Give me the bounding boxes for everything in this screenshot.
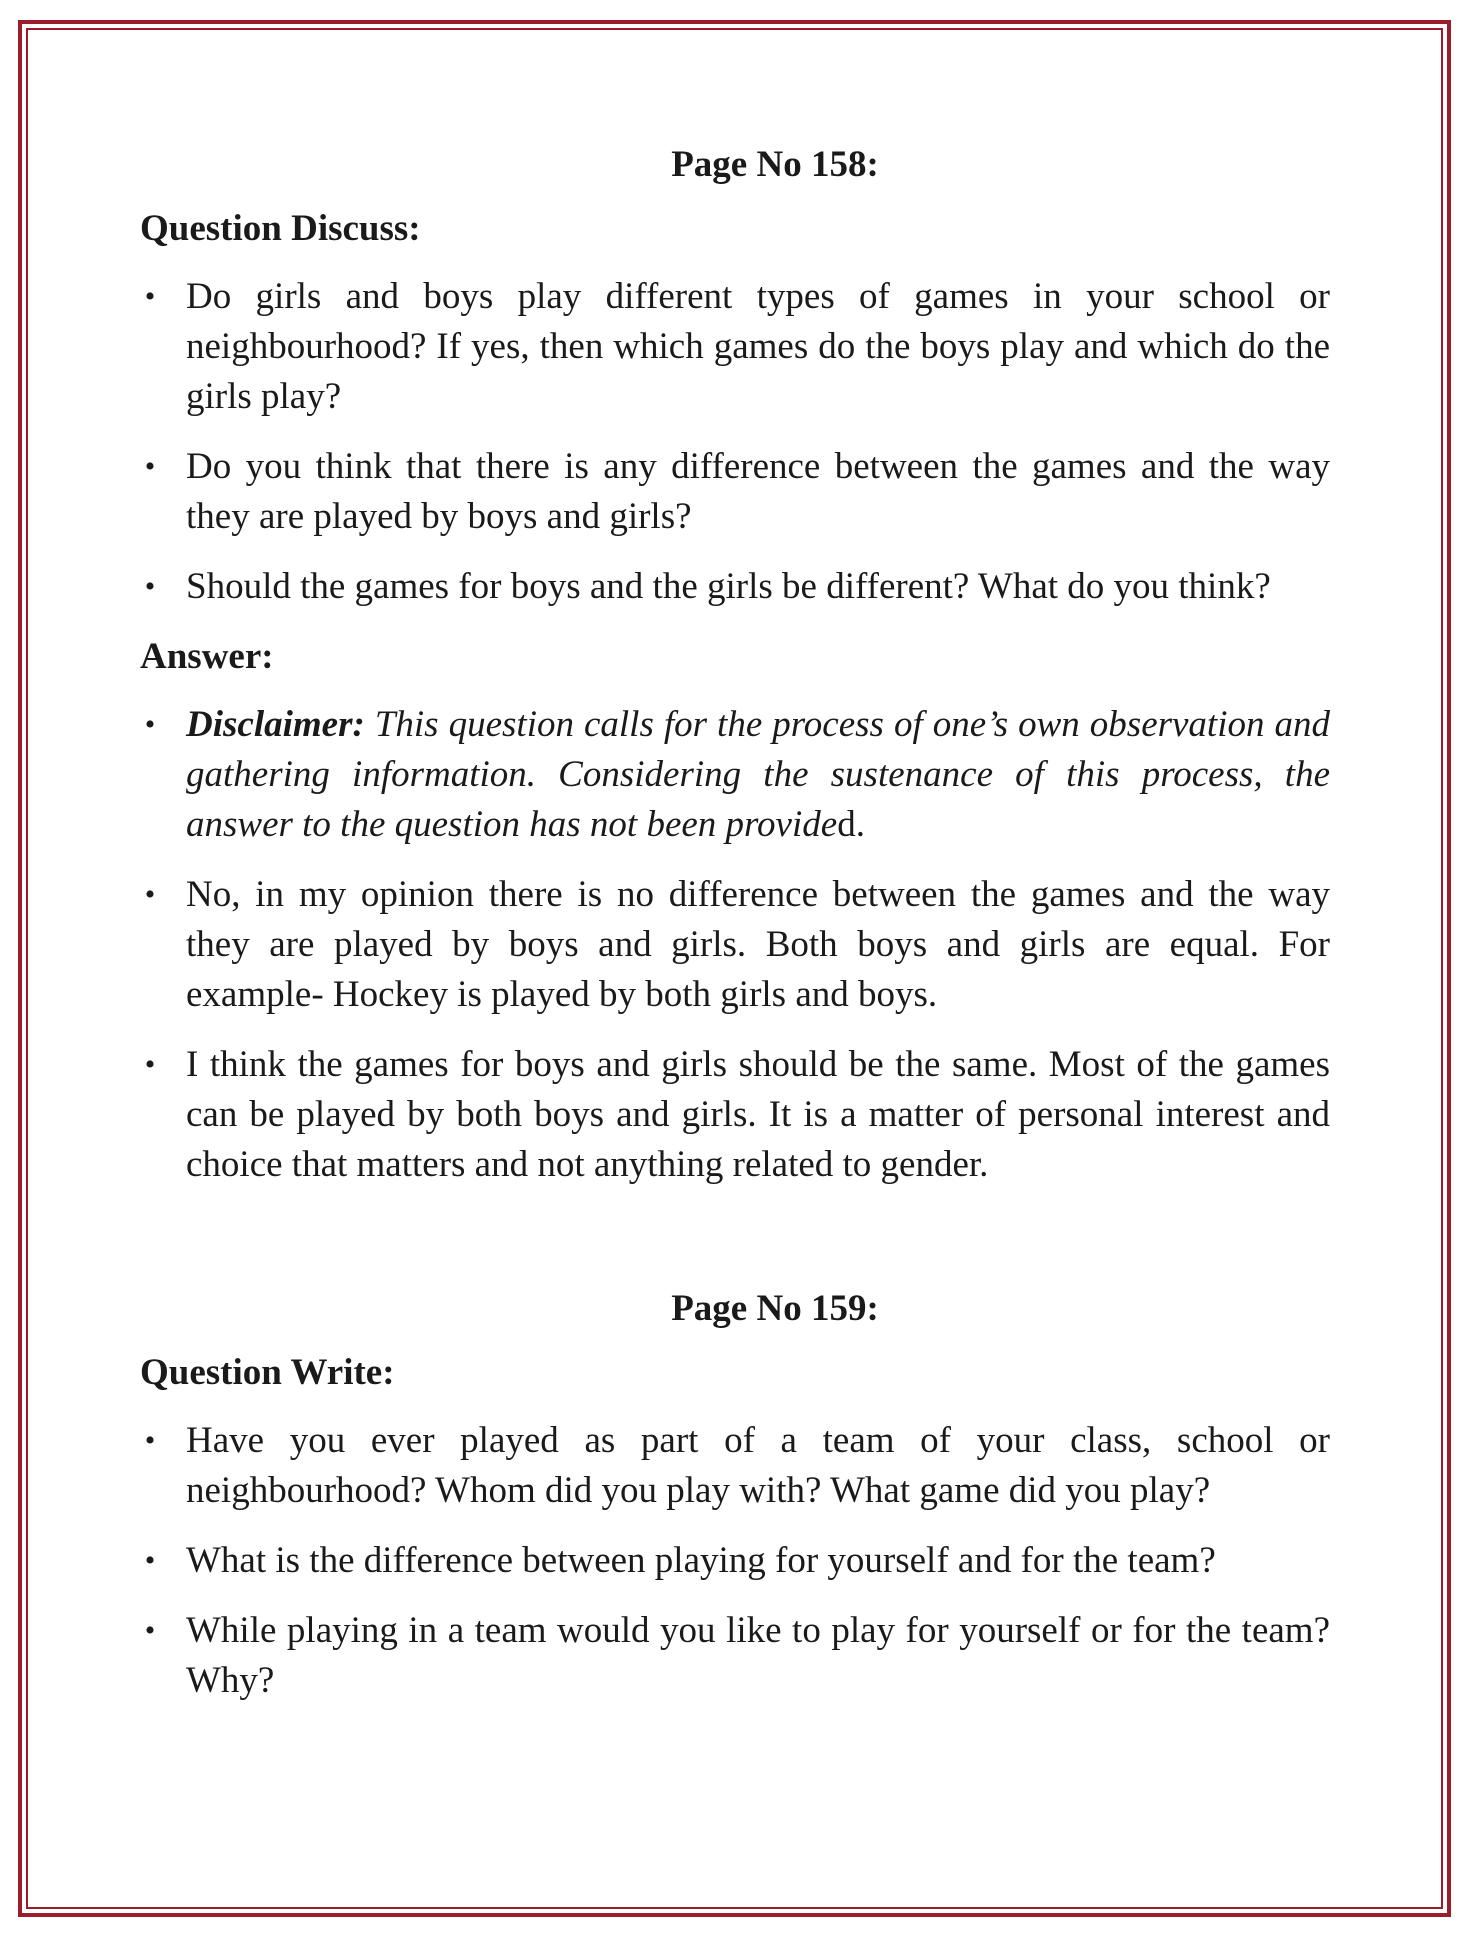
question-text: Do girls and boys play different types of games in your school or neighbourhood? If yes, then which games do the boys play and which do the girls play? [186,276,1330,417]
write-question-list [140,1416,1330,1706]
list-item [140,700,1330,850]
disclaimer-text [186,700,1330,850]
bullet-icon: • [144,1614,156,1647]
list-item [140,442,1330,542]
answer-label: Answer: [140,636,274,677]
discuss-question-list [140,272,1330,612]
answer-text: No, in my opinion there is no difference between the games and the way they are played by boys and girls. Both boys and girls are equal. For example- Hockey is played by both girls and boys. [186,874,1330,1015]
bullet-icon: • [144,1048,156,1081]
answer-text: I think the games for boys and girls should be the same. Most of the games can be played by both boys and girls. It is a matter of personal interest and choice that matters and not anything related to gender. [186,1044,1330,1185]
bullet-icon: • [144,1424,156,1457]
list-item [140,870,1330,1020]
list-item [140,1536,1330,1586]
question-text: Have you ever played as part of a team of your class, school or neighbourhood? Whom did you play with? What game did you play? [186,1420,1330,1511]
bullet-icon: • [144,280,156,313]
disclaimer-body: This question calls for the process of one’s own observation and gathering information. Considering the sustenance of this process, the answer to the question has not been provide [186,704,1331,845]
question-text: Do you think that there is any difference between the games and the way they are played by boys and girls? [186,446,1330,537]
disclaimer-tail: d. [837,804,865,845]
page-heading-158: Page No 158: [671,144,879,185]
bullet-icon: • [144,450,156,483]
bullet-icon: • [144,570,156,603]
bullet-icon: • [144,878,156,911]
bullet-icon: • [144,1544,156,1577]
list-item [140,1416,1330,1516]
answer-list [140,700,1330,1190]
document-body [140,140,1330,1726]
disclaimer-label: Disclaimer: [186,704,365,745]
section-spacer [140,1210,1330,1284]
question-write-label: Question Write: [140,1352,395,1393]
list-item [140,1606,1330,1706]
question-text: What is the difference between playing for yourself and for the team? [186,1540,1216,1581]
question-discuss-label: Question Discuss: [140,208,421,249]
list-item [140,1040,1330,1190]
list-item [140,562,1330,612]
list-item [140,272,1330,422]
question-text: While playing in a team would you like to play for yourself or for the team? Why? [186,1610,1330,1701]
bullet-icon: • [144,708,156,741]
page-heading-159: Page No 159: [671,1288,879,1329]
question-text: Should the games for boys and the girls be different? What do you think? [186,566,1271,607]
